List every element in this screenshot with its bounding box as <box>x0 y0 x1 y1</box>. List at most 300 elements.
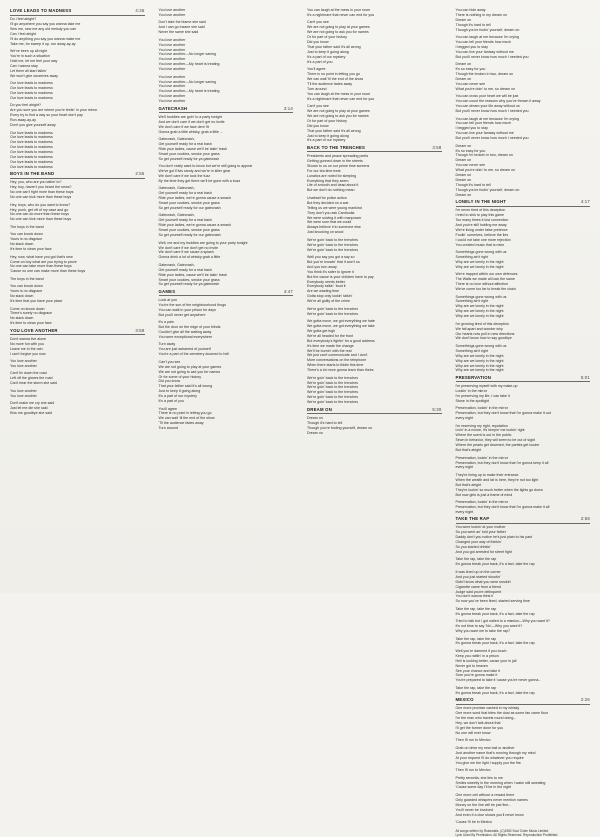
lyric-line: Every try to find a way so your heart don't pay <box>10 113 83 118</box>
lyric-stanza <box>307 196 442 235</box>
lyric-stanza <box>10 225 145 230</box>
lyric-line: Something ain't right <box>455 348 489 353</box>
lyric-line: Everybody needs better <box>307 279 345 284</box>
lyric-stanza <box>159 298 294 318</box>
lyric-line: Take me, for sweep it up, run away-ay-ay <box>10 41 76 46</box>
lyric-stanza <box>10 49 145 78</box>
lyric-line: Sewn in behavior, they will seem to be out of sight <box>455 438 536 443</box>
song-title <box>456 200 591 207</box>
lyric-line: Why are we lonely in the night <box>455 264 504 269</box>
lyric-line: Just to keep it going along <box>158 389 201 394</box>
lyric-line: Preservation, lookin' in the mirror <box>455 455 508 460</box>
lyric-line: Where the pearls get drowned, the parties get louder <box>455 443 540 448</box>
lyric-line: Though it's hard to tell <box>307 420 343 425</box>
lyric-line: Take the rap, take the rap <box>455 636 497 641</box>
song-block <box>456 517 591 695</box>
lyric-stanza <box>10 389 145 399</box>
lyric-line: Just another name that's running through my mind <box>455 750 536 755</box>
lyric-line: Dream on <box>455 177 472 182</box>
lyric-line: Sew me, sew me any old melody you can <box>10 26 77 31</box>
lyric-line: No one can take more than these boys <box>10 264 72 269</box>
lyric-line: I'm preserving my life, I can take it <box>455 393 510 398</box>
lyric-line: Take the rap, take the rap <box>455 557 497 562</box>
lyric-line: And I can go insane she said <box>158 25 205 30</box>
lyric-line: Dream on <box>455 62 472 67</box>
lyric-line: We don't care if we face dem' fit <box>158 124 210 129</box>
lyric-line: We don't care if we cause a splash <box>158 250 214 255</box>
lyric-stanza <box>307 20 442 64</box>
song-title-text: BOYS IN THE BAND <box>10 171 55 177</box>
lyric-line: Turn around <box>158 426 178 431</box>
lyric-line: We don't care if we don't get no invite <box>158 245 218 250</box>
lyric-line: Let them all start talkin' <box>10 68 47 73</box>
lyric-line: We are not going to ask you for names <box>158 369 221 374</box>
lyric-line: And you just started shoutin' <box>455 574 501 579</box>
lyric-stanza <box>159 241 294 261</box>
lyric-line: It's gonna break your back, it's a fact, take the rap <box>455 611 535 616</box>
lyric-line: There's a lot more gonna learn than theirs <box>307 368 374 373</box>
lyric-line: We gotta get high <box>307 328 336 333</box>
lyric-line: We're goin' back to the trenches <box>307 306 359 311</box>
lyric-line: You'll agree <box>307 67 326 72</box>
lyric-stanza <box>456 144 591 198</box>
lyric-line: Did you know <box>158 379 181 384</box>
lyric-line: Telling us we were young mankind <box>307 205 362 210</box>
lyric-line: Turn around <box>307 86 327 91</box>
lyric-line: Don't wanna live alone <box>10 336 47 341</box>
lyric-line: Come on knock down <box>10 306 45 311</box>
lyric-line: You love another <box>158 94 186 99</box>
lyric-line: You love another—No longer saving <box>158 52 216 57</box>
lyric-line: It's time to clean your face <box>10 247 52 252</box>
lyric-line: Then I'll run to Mexico <box>455 768 491 773</box>
lyric-stanza <box>456 738 591 743</box>
lyric-line: Getting gunned down in the streets <box>307 158 363 163</box>
lyric-line: We'll be burnin' with the rest <box>307 348 352 353</box>
lyric-line: Dream on <box>455 76 472 81</box>
lyric-line: 'Cause some day I'll be in the night <box>455 785 512 790</box>
lyric-line: Ride your ladies, cause we'll be takin' trash <box>158 146 227 151</box>
lyric-line: You can live your fantasy without me <box>455 49 514 54</box>
lyric-line: We don't know how to say goodbye <box>455 336 512 341</box>
lyric-line: Why are we lonely in the night <box>455 309 504 314</box>
lyric-line: Left off the gloves the road <box>10 376 53 381</box>
lyric-line: We gotta move, we got everything we take <box>307 324 375 328</box>
lyric-line: But now girls is just a frame of mind <box>455 492 513 497</box>
lyric-line: You're the son of the neighbourhood thugs <box>158 302 226 307</box>
lyric-line: I'm growing tired of this deception <box>455 321 509 326</box>
song-title <box>10 9 145 16</box>
lyric-line: Can't hear the storm she said <box>10 381 57 386</box>
lyric-line: Gatecrash, Gatecrash, <box>158 213 195 218</box>
song-block <box>159 107 294 288</box>
song-duration: 2:58 <box>580 516 590 522</box>
lyric-line: Can't fix down the road <box>10 371 47 376</box>
lyric-line: Livin' in a movie, it's keepin' me lookin' right <box>455 428 525 433</box>
lyric-line: The boys in the band <box>10 276 44 281</box>
lyric-line: We can wait 'til the end of the show <box>307 76 364 81</box>
lyric-line: Cigarette came from a friend <box>455 584 502 589</box>
lyric-line: Didn't know what you were smokin' <box>455 579 512 584</box>
lyric-line: It's time that you have your place <box>10 299 63 304</box>
lyric-line: So get yourself ready for our gatecrash <box>158 205 221 210</box>
lyric-line: Gatecrash, Gatecrash, <box>158 137 195 141</box>
lyric-line: They're lining up to make their entrance <box>455 472 519 477</box>
lyric-line: Everybody talkin' 'bout it <box>307 284 346 289</box>
lyric-stanza <box>307 376 442 405</box>
lyric-line: You can cross your heart we will be just <box>455 94 519 99</box>
lyric-line: Run away-ay-ay <box>10 118 36 123</box>
lyric-line: Life of smooth and dead about it <box>307 183 359 188</box>
lyric-line: You love another <box>158 99 186 104</box>
song-title <box>456 517 591 524</box>
lyric-line: What you're doin' to me, so dream on <box>455 168 516 173</box>
lyric-line: But they decided on a war <box>307 200 349 205</box>
lyric-line: Why are we lonely in the night <box>455 363 504 368</box>
lyric-line: Look at you <box>158 298 178 303</box>
lyric-line: No slack down <box>10 242 34 247</box>
lyric-line: Never got to heaven <box>455 663 488 668</box>
lyric-stanza <box>307 255 442 304</box>
lyric-stanza <box>456 322 591 342</box>
song-title-text: YOU LOVE ANOTHER <box>10 327 58 333</box>
lyric-line: I'll do anything you say you wanna make me <box>10 36 81 41</box>
lyric-line: You love another—No longer saving <box>158 79 216 84</box>
lyric-line: Our love leads to madness <box>10 145 53 150</box>
lyric-stanza <box>159 320 294 340</box>
lyric-line: It's a nightmare that never can end for you <box>307 12 375 17</box>
song-duration: 3:59 <box>135 327 145 333</box>
lyric-stanza <box>456 8 591 33</box>
lyric-stanza <box>456 686 591 696</box>
lyric-line: No one can do more than these boys <box>10 212 69 217</box>
song-block <box>456 200 591 373</box>
lyric-line: We won't give ourselves away <box>10 73 58 78</box>
lyric-line: We were sure that we could <box>307 220 352 225</box>
lyric-line: But that's alright <box>455 482 482 487</box>
song-title-text: PRESERVATION <box>455 374 492 380</box>
lyrics-column <box>307 8 442 837</box>
lyric-line: Why are we lonely in the night <box>455 368 504 373</box>
lyric-stanza <box>10 337 145 357</box>
song-block <box>456 8 591 198</box>
lyric-line: Though the broken in two, dream on <box>455 72 514 77</box>
lyric-stanza <box>307 104 442 143</box>
lyric-line: Everything that they seem <box>307 178 349 183</box>
song-duration: 3:58 <box>432 144 442 150</box>
lyric-line: Can't you see <box>307 20 329 25</box>
lyric-stanza <box>10 284 145 304</box>
lyric-line: We were solving it with manpower <box>307 215 362 220</box>
lyric-line: You'll agree <box>158 406 178 411</box>
lyric-line: We're goin' back to the trenches <box>307 237 359 242</box>
lyric-line: The boys in the band <box>10 224 44 229</box>
lyric-line: It's not time to say 'No'—Why you want it? <box>455 624 523 629</box>
lyric-stanza <box>10 359 145 369</box>
lyric-line: Daddy don't you notice he's just plain to his past <box>455 535 532 540</box>
lyric-line: Smiles sweetly in the morning when I wake still sweating <box>455 780 546 785</box>
lyric-line: We're goin' back to the trenches <box>307 311 359 316</box>
lyric-line: There's surely no disgrace <box>10 311 53 316</box>
song-title <box>159 107 294 114</box>
lyric-line: But we don't do nothing mean <box>307 188 355 193</box>
lyric-line: You can tell your friends how much <box>455 40 512 45</box>
lyric-line: Why are we lonely in the night <box>455 304 504 309</box>
lyric-line: You love another <box>158 12 186 17</box>
lyric-line: The Walls we made all look the same <box>455 277 515 282</box>
lyric-line: Dream on <box>307 430 323 435</box>
lyric-line: I'm never tired of this deception <box>455 208 506 213</box>
lyric-line: Gonna grab a little whisky, grab a little ... <box>158 129 223 134</box>
lyric-line: Judge said you're delinquent <box>455 589 502 594</box>
song-title <box>307 146 442 153</box>
lyric-line: Lunatics are noted for sleeping <box>307 173 357 178</box>
lyric-line: Shown to us on our prime time screens <box>307 163 370 168</box>
credit-line: All songs written by Rosewalls. (C)1982 Soul Circle Music Limited <box>455 828 549 833</box>
lyrics-column <box>456 8 591 837</box>
song-duration: 4:17 <box>580 199 590 205</box>
song-block <box>307 146 442 405</box>
song-block <box>10 329 145 416</box>
song-title <box>456 376 591 383</box>
lyric-line: So you went an' told your father <box>455 530 506 535</box>
lyric-line: Don't take the blame she said <box>158 20 206 25</box>
lyric-line: What you're doin' to me, so dream on <box>455 86 516 91</box>
lyric-line: You love another <box>158 57 186 62</box>
lyric-line: Yours is no disgrace <box>10 289 43 294</box>
lyric-stanza <box>456 768 591 773</box>
lyric-stanza <box>456 570 591 604</box>
lyric-line: Do you feel alright? <box>10 103 41 108</box>
lyric-line: Get yourself ready for a real bash <box>158 267 212 272</box>
lyric-stanza <box>456 746 591 766</box>
lyric-line: every night <box>455 465 474 470</box>
lyric-line: You're prepared to take it 'cause you're never gonna... <box>455 678 542 683</box>
song-block <box>456 424 591 515</box>
lyric-line: It's gonna break your back, it's a fact, take the rap <box>455 641 535 646</box>
lyric-stanza <box>307 8 442 18</box>
lyric-line: Pretty senorita, she lies to me <box>455 775 503 780</box>
song-block <box>10 172 145 326</box>
lyric-line: Though you're fooling yourself, dream on <box>307 425 373 430</box>
lyric-stanza <box>307 307 442 317</box>
lyric-line: You love another <box>10 363 37 368</box>
lyric-line: Kiss me goodbye she said <box>10 411 52 415</box>
lyric-stanza <box>10 17 145 46</box>
lyric-line: You were lookin' at your mother <box>455 525 506 530</box>
lyric-stanza <box>10 203 145 223</box>
lyric-line: Just to keep it going along <box>307 133 349 138</box>
lyric-line: You'll never be involved <box>455 807 494 812</box>
lyric-line: Ride your ladies, we're gonna cause a smash <box>158 223 231 228</box>
lyric-line: Smart your cookies, smoke your grass <box>158 151 220 156</box>
lyric-line: Our love leads to madness <box>10 155 53 160</box>
lyric-line: Smart your cookies, smoke your grass <box>158 228 220 233</box>
lyric-line: Preservation, but they don't know that I'm gonna keep it all <box>455 460 549 465</box>
lyric-line: It's gonna break your back, it's a fact, take the rap <box>455 690 535 695</box>
lyric-line: 'Cause no one can make more than these boys <box>10 269 86 274</box>
song-duration: 3:14 <box>283 105 293 111</box>
lyric-line: Are you sure you are where you're feelin' in your mirror <box>10 108 98 113</box>
lyric-line: No slack down <box>10 294 34 299</box>
lyric-line: Well you say you got a say so <box>307 255 355 260</box>
lyric-line: You love another <box>158 37 186 42</box>
song-duration: 4:47 <box>283 288 293 294</box>
lyric-stanza <box>456 706 591 735</box>
lyric-line: Couldn't give all the waiting away <box>158 330 212 335</box>
song-block <box>307 408 442 436</box>
lyric-line: Changed your way of thinkin' <box>455 540 502 545</box>
lyric-line: No slack down <box>10 316 34 321</box>
lyric-line: Presidents and peace spreading peels <box>307 154 369 159</box>
lyric-line: We'll buddies are goin' to a party tonight <box>158 114 223 119</box>
lyric-line: So get yourself ready for ya gatecrash <box>158 282 220 287</box>
lyric-line: Our love leads to madness <box>10 130 53 135</box>
lyric-stanza <box>456 607 591 617</box>
lyric-line: You can tell your friends how much <box>455 121 512 126</box>
lyric-stanza <box>456 525 591 554</box>
lyric-line: Tried to talk but I got nailed to a mission—Why you want it? <box>455 619 550 624</box>
lyric-line: Gatecrash, Gatecrash, <box>158 262 195 267</box>
lyric-line: No more fun with you <box>10 341 44 346</box>
lyric-line: Only guarded whispers never mention names <box>455 797 528 802</box>
lyric-line: Leave me in the rain <box>10 346 43 351</box>
lyric-line: That your father said it's all wrong <box>307 44 361 49</box>
lyric-line: I'll get the former done for you <box>455 726 504 730</box>
lyric-line: You love another <box>158 42 186 47</box>
lyric-line: But you'll never get anywhere <box>158 312 206 317</box>
lyric-line: Though it's hard to tell <box>455 22 491 27</box>
lyric-line: We're goin' back to the trenches <box>307 400 359 405</box>
lyric-line: At your request I'll do whatever you require <box>455 755 524 760</box>
lyric-stanza <box>159 186 294 211</box>
lyric-line: You love another <box>158 47 186 52</box>
lyric-stanza <box>456 295 591 320</box>
lyric-stanza <box>10 307 145 327</box>
lyric-line: Ride your ladies, we're gonna cause a smash <box>158 196 231 201</box>
lyric-line: I tried to sink to play this game <box>455 213 505 218</box>
lyric-line: Yours is no disgrace <box>10 237 43 242</box>
lyric-stanza <box>456 208 591 247</box>
lyric-line: We're all headed for the front <box>307 333 354 338</box>
song-duration: 2:55 <box>135 171 145 177</box>
lyric-line: 'Til the audience fades away <box>307 81 353 86</box>
lyric-line: You love another—My heart is treating <box>158 89 220 94</box>
lyric-stanza <box>307 319 442 373</box>
lyric-line: You love another <box>158 74 186 79</box>
song-block <box>307 8 442 143</box>
song-title-text: GATECRASH <box>158 105 188 111</box>
lyric-stanza <box>159 115 294 135</box>
lyric-stanza <box>159 263 294 288</box>
lyric-line: But everybody's fightin' for a good address <box>307 338 375 343</box>
lyric-line: Well you're damned if you touch <box>455 648 507 653</box>
lyric-line: By the time they get there we'll be gone with a buzz <box>158 178 241 183</box>
lyric-line: But you'll never know how much I needed you <box>455 136 529 141</box>
lyric-stanza <box>307 238 442 253</box>
song-title <box>10 329 145 336</box>
lyric-line: Dream on <box>455 192 472 197</box>
lyric-line: When there starts to fiddle this time <box>307 363 364 368</box>
lyric-line: More conversations on the telephone <box>307 358 367 363</box>
lyric-line: Dream on <box>455 143 472 148</box>
song-title-text: GAMES <box>158 288 176 294</box>
lyric-line: We don't care if we look the fuzz <box>158 173 211 178</box>
lyric-line: You can dream your life away without us <box>455 104 520 109</box>
lyric-line: But you're knowin' that it won't so <box>307 259 360 264</box>
lyric-stanza <box>456 117 591 142</box>
lyric-line: Why are we lonely in the night <box>455 358 504 363</box>
song-duration: 5:30 <box>432 406 442 412</box>
lyric-line: Our love leads to madness <box>10 81 53 86</box>
lyric-line: We are not going to ask you for names <box>307 113 369 118</box>
song-block <box>456 376 591 421</box>
song-title-text: TAKE THE RAP <box>455 516 490 522</box>
lyric-line: You can knock down <box>10 284 43 289</box>
lyric-line: Are we wasting time <box>307 289 340 294</box>
lyric-stanza <box>10 81 145 101</box>
lyric-line: Sure you're gonna make it <box>455 673 498 678</box>
lyric-line: I'm the man who travels round doing... <box>455 716 517 721</box>
lyric-line: Smart your cookies, smoke your grass <box>158 277 220 282</box>
lyric-line: You love another <box>158 84 186 89</box>
song-title <box>307 408 442 415</box>
lyric-line: And even if a clue shows you'll never know <box>455 812 524 817</box>
lyric-line: I could not take one more rejection <box>455 237 511 242</box>
lyric-line: Gotta stop only lookin' talkin' <box>307 294 353 299</box>
lyric-line: Can't you see <box>307 104 329 109</box>
lyric-line: You love another <box>10 388 37 393</box>
lyric-line: Our hearts now pull in new directions <box>455 331 515 336</box>
lyric-stanza <box>456 344 591 373</box>
lyric-line: Our love leads to madness <box>10 164 53 169</box>
lyric-stanza <box>10 277 145 282</box>
lyric-line: Or for part of your history <box>307 35 347 40</box>
lyric-line: It's time we made the change <box>307 343 354 348</box>
lyric-line: You love another <box>10 359 37 364</box>
lyric-line: Lookin' in the mirror <box>455 388 487 393</box>
lyric-line: Get yourself ready for a real bash <box>158 141 212 146</box>
lyric-line: I'm preserving myself with my make-up <box>455 384 518 389</box>
lyric-line: No one can kick more than these boys <box>10 217 72 222</box>
lyric-stanza <box>307 416 442 436</box>
lyric-line: Don't you give yourself away <box>10 123 56 127</box>
lyric-line: Hold me, let me feel your way <box>10 58 58 63</box>
lyric-line: Though you're foolin' yourself, dream on <box>455 187 520 192</box>
lyric-stanza <box>159 20 294 35</box>
lyric-line: We gotta move, we got everything we hate <box>307 319 375 324</box>
lyric-line: We've been up all night <box>10 49 48 54</box>
song-block <box>456 698 591 825</box>
lyric-line: Get yourself ready for a real bash <box>158 191 212 196</box>
lyric-line: 'Cause I'll be in Mexico <box>455 820 493 825</box>
lyric-line: It's gonna break your back, it's a fact, take the rap <box>455 562 535 567</box>
lyric-line: You give me the light I supply you the fire <box>455 760 521 765</box>
lyric-stanza <box>456 793 591 818</box>
lyric-line: Gatecrash, Gatecrash, <box>158 186 195 191</box>
lyric-line: Just let me die she said <box>10 406 48 411</box>
song-title-text: LOVE LEADS TO MADNESS <box>10 8 72 13</box>
lyric-stanza <box>159 342 294 357</box>
lyric-stanza <box>159 137 294 162</box>
lyric-line: You can hide away <box>455 8 486 12</box>
lyric-line: You can laugh at me because I'm crying <box>455 35 519 40</box>
lyric-line: Our love leads to madness <box>10 95 53 100</box>
lyric-line: So get yourself ready for ya gatecrash <box>158 156 220 161</box>
lyric-line: You can knock down <box>10 232 43 237</box>
lyric-line: We are not going to play at your games <box>307 25 370 30</box>
song-duration: 4:36 <box>135 8 145 13</box>
